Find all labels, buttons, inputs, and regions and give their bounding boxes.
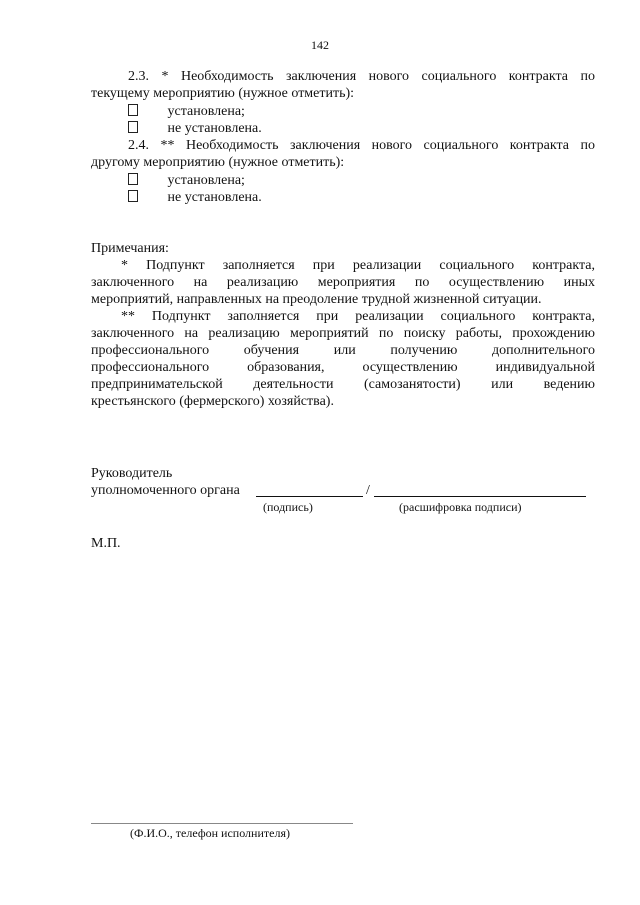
signatory-title-line1: Руководитель	[91, 466, 173, 481]
section-2-3-option-established	[128, 103, 245, 120]
note-2-line: профессионального обучения или получению дополнительного	[91, 343, 595, 358]
note-1-line: заключенного на реализацию мероприятия по осуществлению иных	[91, 275, 595, 290]
option-label: не установлена.	[167, 121, 262, 136]
footer-caption: (Ф.И.О., телефон исполнителя)	[130, 826, 290, 840]
page-number: 142	[311, 38, 329, 52]
option-label: установлена;	[167, 173, 245, 188]
section-2-4-option-not-established	[128, 189, 262, 206]
checkbox-icon[interactable]	[128, 121, 138, 133]
option-label: не установлена.	[167, 190, 262, 205]
section-2-4-text	[91, 137, 595, 171]
signature-caption: (подпись)	[263, 500, 313, 514]
section-2-4-line1: 2.4. ** Необходимость заключения нового социального контракта по	[128, 138, 595, 153]
section-2-3-line2: текущему мероприятию (нужное отметить):	[91, 86, 355, 101]
note-2-line: ** Подпункт заполняется при реализации социального контракта,	[121, 309, 595, 324]
option-label: установлена;	[167, 104, 245, 119]
note-1	[91, 257, 595, 308]
checkbox-icon[interactable]	[128, 173, 138, 185]
checkbox-icon[interactable]	[128, 104, 138, 116]
signature-decode-caption: (расшифровка подписи)	[399, 500, 522, 514]
note-2-line: профессионального образования, осуществлению индивидуальной	[91, 360, 595, 375]
note-2-line: заключенного на реализацию мероприятий по поиску работы, прохождению	[91, 326, 595, 341]
note-2	[91, 308, 595, 410]
signature-decode-line[interactable]	[374, 496, 586, 497]
section-2-4-line2: другому мероприятию (нужное отметить):	[91, 155, 345, 170]
section-2-3-option-not-established	[128, 120, 262, 137]
note-1-line: * Подпункт заполняется при реализации социального контракта,	[121, 258, 595, 273]
notes-heading: Примечания:	[91, 241, 169, 256]
note-1-line: мероприятий, направленных на преодоление трудной жизненной ситуации.	[91, 292, 542, 307]
section-2-3-line1: 2.3. * Необходимость заключения нового социального контракта по	[128, 69, 595, 84]
note-2-line: крестьянского (фермерского) хозяйства).	[91, 394, 334, 409]
signatory-title-line2: уполномоченного органа	[91, 483, 240, 498]
signature-line[interactable]	[256, 496, 363, 497]
section-2-4-option-established	[128, 172, 245, 189]
stamp-place: М.П.	[91, 536, 121, 551]
signature-separator: /	[366, 483, 370, 498]
note-2-line: предпринимательской деятельности (самозанятости) или ведению	[91, 377, 595, 392]
footer-rule	[91, 823, 353, 824]
checkbox-icon[interactable]	[128, 190, 138, 202]
section-2-3-text	[91, 68, 595, 102]
